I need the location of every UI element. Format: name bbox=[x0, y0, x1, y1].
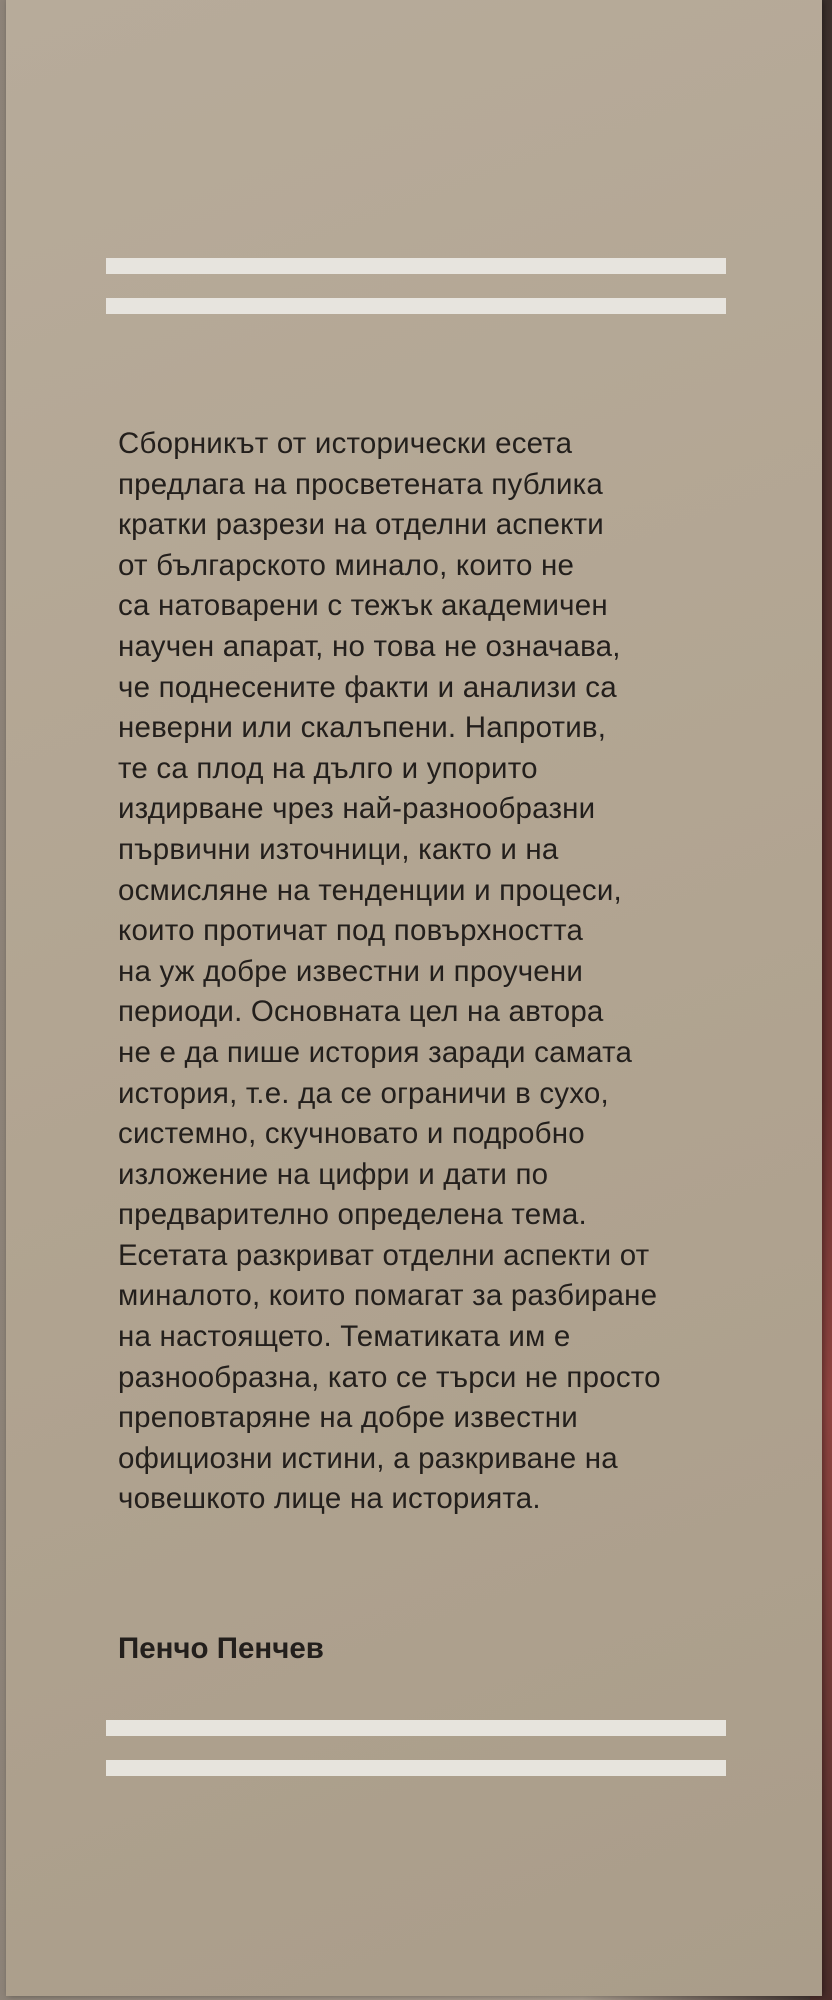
blurb-line: те са плод на дълго и упорито bbox=[118, 751, 538, 785]
book-flap bbox=[6, 0, 822, 1996]
top-rule-1 bbox=[106, 258, 726, 274]
top-rule-2 bbox=[106, 298, 726, 314]
blurb-line: не е да пише история заради самата bbox=[118, 1035, 633, 1069]
bottom-rule-2 bbox=[106, 1760, 726, 1776]
blurb-line: официозни истини, а разкриване на bbox=[118, 1441, 618, 1475]
blurb-line: Сборникът от исторически есета bbox=[118, 427, 573, 460]
blurb-line: предварително определена тема. bbox=[118, 1198, 587, 1232]
blurb-line: кратки разрези на отделни аспекти bbox=[118, 508, 604, 542]
blurb-line: преповтаряне на добре известни bbox=[118, 1401, 578, 1435]
blurb-line: системно, скучновато и подробно bbox=[118, 1117, 585, 1151]
blurb-line: издирване чрез най-разнообразни bbox=[118, 792, 596, 826]
blurb-line: че поднесените факти и анализи са bbox=[118, 670, 617, 704]
blurb-line: разнообразна, като се търси не просто bbox=[118, 1360, 661, 1394]
blurb-line: осмисляне на тенденции и процеси, bbox=[118, 873, 622, 907]
blurb-text bbox=[118, 424, 738, 1520]
blurb-line: първични източници, както и на bbox=[118, 832, 559, 866]
blurb-line: научен апарат, но това не означава, bbox=[118, 629, 621, 663]
author-name: Пенчо Пенчев bbox=[118, 1632, 324, 1665]
blurb-line: от българското минало, които не bbox=[118, 548, 575, 582]
blurb-line: са натоварени с тежък академичен bbox=[118, 589, 608, 623]
blurb-line: миналото, които помагат за разбиране bbox=[118, 1279, 658, 1313]
blurb-line: които протичат под повърхността bbox=[118, 914, 584, 948]
blurb-line: история, т.е. да се ограничи в сухо, bbox=[118, 1076, 609, 1110]
blurb-line: изложение на цифри и дати по bbox=[118, 1157, 549, 1191]
blurb-line: периоди. Основната цел на автора bbox=[118, 995, 604, 1029]
blurb-line: на настоящето. Тематиката им е bbox=[118, 1320, 571, 1354]
bottom-rule-1 bbox=[106, 1720, 726, 1736]
blurb-line: предлага на просветената публика bbox=[118, 467, 603, 501]
blurb-line: Есетата разкриват отделни аспекти от bbox=[118, 1238, 650, 1272]
blurb-line: на уж добре известни и проучени bbox=[118, 954, 584, 988]
blurb-line: неверни или скалъпени. Напротив, bbox=[118, 711, 607, 745]
blurb-line: човешкото лице на историята. bbox=[118, 1482, 541, 1516]
